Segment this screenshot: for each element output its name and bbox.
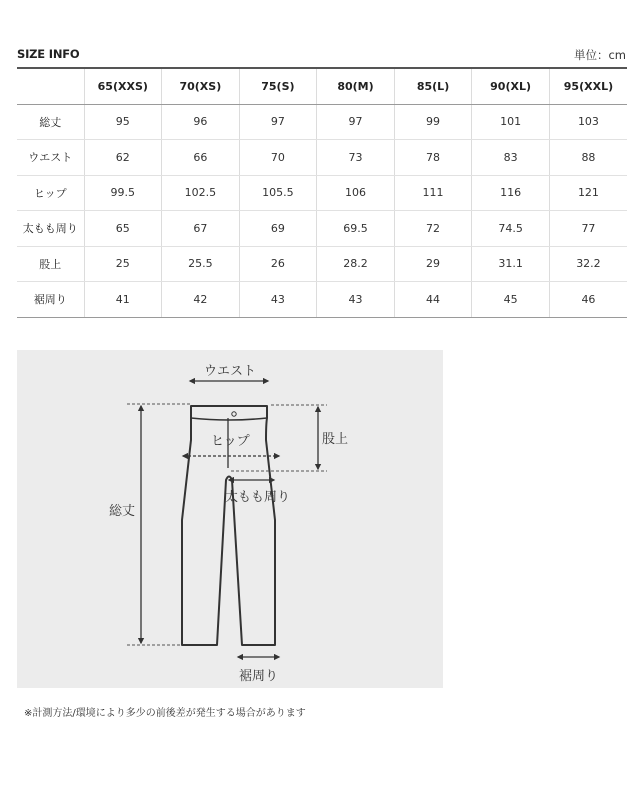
table-cell: 111 [394, 175, 472, 211]
table-row [17, 175, 627, 211]
table-cell: 103 [549, 104, 627, 140]
table-cell: 78 [394, 140, 472, 176]
table-cell: 77 [549, 211, 627, 247]
row-label: ウエスト [17, 140, 84, 176]
column-header [17, 68, 84, 104]
table-cell: 31.1 [472, 246, 550, 282]
table-cell: 25.5 [162, 246, 240, 282]
column-header: 65(XXS) [84, 68, 162, 104]
column-header: 95(XXL) [549, 68, 627, 104]
hem-label: 裾周り [239, 669, 279, 684]
column-header: 85(L) [394, 68, 472, 104]
table-row [17, 246, 627, 282]
button-icon [232, 412, 236, 416]
table-row [17, 104, 627, 140]
table-cell: 102.5 [162, 175, 240, 211]
table-cell: 67 [162, 211, 240, 247]
row-label: 総丈 [17, 104, 84, 140]
size-table-header-row [17, 68, 627, 104]
table-cell: 46 [549, 282, 627, 318]
table-cell: 69 [239, 211, 317, 247]
column-header: 80(M) [317, 68, 395, 104]
table-cell: 105.5 [239, 175, 317, 211]
column-header: 70(XS) [162, 68, 240, 104]
table-cell: 69.5 [317, 211, 395, 247]
row-label: 太もも周り [17, 211, 84, 247]
table-row [17, 282, 627, 318]
table-cell: 42 [162, 282, 240, 318]
table-cell: 95 [84, 104, 162, 140]
table-cell: 97 [317, 104, 395, 140]
table-cell: 121 [549, 175, 627, 211]
row-label: 股上 [17, 246, 84, 282]
length-label: 総丈 [109, 504, 136, 519]
hip-label: ヒップ [211, 434, 250, 449]
table-cell: 96 [162, 104, 240, 140]
table-row [17, 140, 627, 176]
table-cell: 25 [84, 246, 162, 282]
table-cell: 66 [162, 140, 240, 176]
table-cell: 45 [472, 282, 550, 318]
size-info-title: SIZE INFO [17, 47, 80, 61]
column-header: 75(S) [239, 68, 317, 104]
table-cell: 101 [472, 104, 550, 140]
row-label: 裾周り [17, 282, 84, 318]
table-cell: 73 [317, 140, 395, 176]
table-cell: 88 [549, 140, 627, 176]
table-cell: 32.2 [549, 246, 627, 282]
table-cell: 70 [239, 140, 317, 176]
table-cell: 99.5 [84, 175, 162, 211]
table-cell: 83 [472, 140, 550, 176]
size-table [17, 67, 627, 318]
table-cell: 29 [394, 246, 472, 282]
table-cell: 41 [84, 282, 162, 318]
table-cell: 28.2 [317, 246, 395, 282]
table-row [17, 211, 627, 247]
measurement-diagram [17, 350, 443, 688]
table-cell: 97 [239, 104, 317, 140]
table-cell: 26 [239, 246, 317, 282]
table-cell: 99 [394, 104, 472, 140]
table-cell: 74.5 [472, 211, 550, 247]
unit-label: 単位：cm [573, 48, 626, 62]
table-cell: 106 [317, 175, 395, 211]
waist-label: ウエスト [204, 364, 257, 379]
rise-label: 股上 [322, 432, 349, 447]
table-cell: 65 [84, 211, 162, 247]
row-label: ヒップ [17, 175, 84, 211]
measurement-note: ※計測方法/環境により多少の前後差が発生する場合があります [24, 708, 306, 719]
table-cell: 43 [317, 282, 395, 318]
table-cell: 72 [394, 211, 472, 247]
table-cell: 62 [84, 140, 162, 176]
column-header: 90(XL) [472, 68, 550, 104]
table-cell: 44 [394, 282, 472, 318]
table-cell: 43 [239, 282, 317, 318]
pants-illustration [17, 350, 443, 688]
table-cell: 116 [472, 175, 550, 211]
thigh-label: 太もも周り [225, 490, 291, 505]
size-info-header [17, 46, 626, 64]
